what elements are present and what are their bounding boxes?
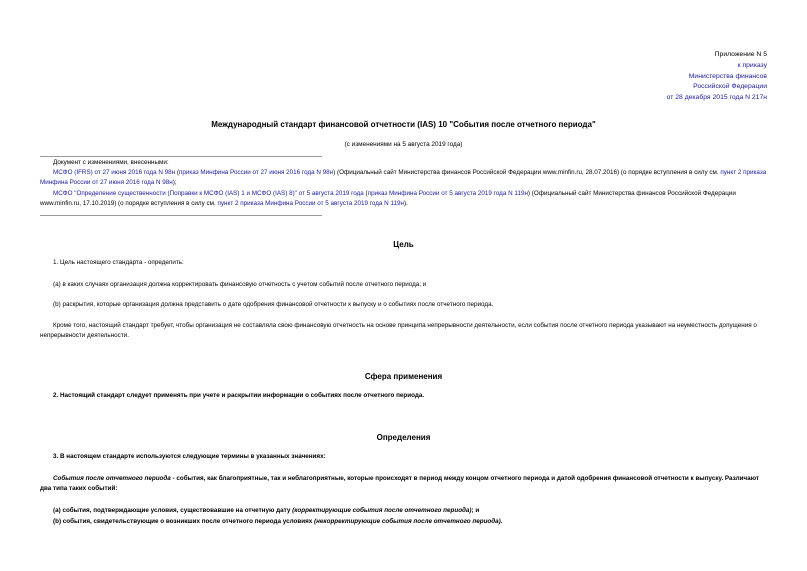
appendix-date-link[interactable]: от 28 декабря 2015 года N 217н <box>666 94 767 102</box>
change-1-sep: ( <box>175 169 179 177</box>
item-b-text: (b) события, свидетельствующие о возникших после отчетного периода условиях <box>53 518 315 525</box>
change-1-text: ) (Официальный сайт Министерства финансов Российской Федерации www.minfin.ru, 28.07.2016) (о порядке вступления в силу см. <box>333 169 721 177</box>
change-2-standard-link[interactable]: МСФО "Определение существенности (Поправки к МСФО (IAS) 1 и МСФО (IAS) 8)" от 5 августа 2019 года <box>53 189 364 197</box>
change-2-order-link[interactable]: приказ Минфина России от 5 августа 2019 года N 119н <box>367 189 528 197</box>
item-b-italic: (некорректирующие события после отчетного периода) <box>314 518 501 525</box>
appendix-order-link[interactable]: к приказу <box>737 61 767 69</box>
definition-item-b <box>40 517 768 527</box>
heading-definitions: Определения <box>376 433 431 442</box>
definition-events-after-period <box>40 474 768 494</box>
scope-paragraph-2: 2. Настоящий стандарт следует применять при учете и раскрытии информации о событиях после отчетного периода. <box>53 392 425 399</box>
item-b-end: . <box>500 518 503 525</box>
change-1-clause-link[interactable]: пункт 2 приказа Минфина России от 27 июня 2016 года N 98н <box>40 169 767 187</box>
appendix-number: Приложение N 5 <box>714 51 767 58</box>
change-1-standard-link[interactable]: МСФО (IFRS) от 27 июня 2016 года N 98н <box>53 169 176 177</box>
divider-top <box>40 156 322 157</box>
change-2-clause-link[interactable]: пункт 2 приказа Минфина России от 5 августа 2019 года N 119н <box>217 199 404 207</box>
item-a-end: ; и <box>471 507 480 514</box>
item-a-italic: (корректирующие события после отчетного периода) <box>292 507 472 514</box>
change-item-2 <box>40 189 768 209</box>
change-1-order-link[interactable]: приказ Минфина России от 27 июня 2016 года N 98н <box>178 169 334 177</box>
changes-block <box>40 158 768 209</box>
heading-scope: Сфера применения <box>364 372 443 381</box>
change-2-sep: ( <box>363 189 368 197</box>
appendix-block <box>667 50 767 104</box>
definition-text: - события, как благоприятные, так и неблагоприятные, которые происходят в период между концом отчетного периода и датой одобрения финансовой отчетности к выпуску. Различают два типа таких событий: <box>40 475 760 493</box>
heading-goal: Цель <box>393 240 414 249</box>
change-1-end: ); <box>172 179 177 187</box>
goal-paragraph-b: (b) раскрытия, которые организация должна представить о дате одобрения финансовой отчетности к выпуску и о событиях после отчетного периода. <box>53 301 494 308</box>
item-a-text: (a) события, подтверждающие условия, существовавшие на отчетную дату <box>53 507 293 514</box>
appendix-country-link[interactable]: Российской Федерации <box>693 83 767 91</box>
definition-item-a <box>40 506 768 516</box>
goal-paragraph-a: (a) в каких случаях организация должна корректировать финансовую отчетность с учетом событий после отчетного периода; и <box>53 281 427 288</box>
changes-intro: Документ с изменениями, внесенными: <box>53 159 169 166</box>
definitions-paragraph-3: 3. В настоящем стандарте используются следующие термины в указанных значениях: <box>53 453 326 460</box>
goal-paragraph-going-concern: Кроме того, настоящий стандарт требует, чтобы организация не составляла свою финансовую отчетность на основе принципа непрерывности деятельности, если события после отчетного периода указывают на неуместность допущения о непрерывности деятельности. <box>40 322 757 340</box>
definition-term: События после отчетного периода <box>53 475 171 482</box>
change-2-text: ) (Официальный сайт Министерства финансов Российской Федерации www.minfin.ru, 17.10.2019) (о порядке вступления в силу см. <box>40 189 736 207</box>
document-title: Международный стандарт финансовой отчетности (IAS) 10 "События после отчетного периода" <box>211 120 596 129</box>
divider-bottom <box>40 215 322 216</box>
change-2-end: ). <box>404 199 408 207</box>
change-item-1 <box>40 168 768 188</box>
goal-paragraph-1: 1. Цель настоящего стандарта - определить: <box>53 259 184 266</box>
document-subtitle: (с изменениями на 5 августа 2019 года) <box>344 141 463 148</box>
appendix-ministry-link[interactable]: Министерства финансов <box>688 72 767 80</box>
